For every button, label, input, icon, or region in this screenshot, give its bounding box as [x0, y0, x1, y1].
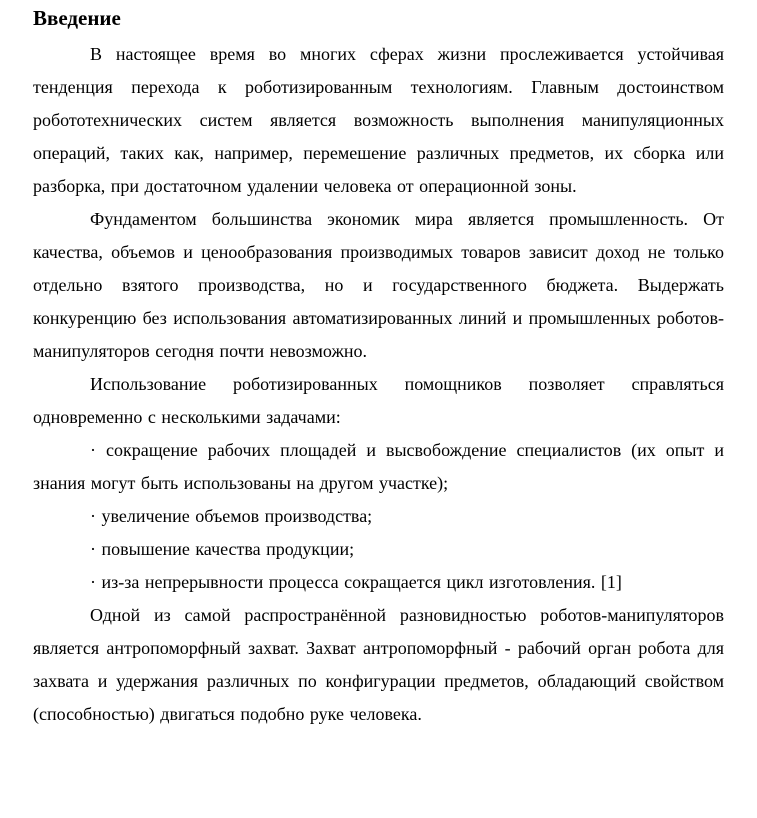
paragraph-intro: В настоящее время во многих сферах жизни прослеживается устойчивая тенденция перехода к роботизированным технологиям. Главным достоинством робототехнических систем является возможность выполнения манипуляционных операций, таких как, например, перемешение различных предметов, их сборка или разборка, при достаточном удалении человека от операционной зоны.	[33, 44, 724, 196]
bullet-item-workspace: · сокращение рабочих площадей и высвобождение специалистов (их опыт и знания могут быть использованы на другом участке);	[33, 440, 724, 493]
bullet-item-production-volume: · увеличение объемов производства;	[90, 506, 373, 526]
bullet-item-cycle: · из-за непрерывности процесса сокращается цикл изготовления. [1]	[90, 572, 622, 592]
paragraph-industry: Фундаментом большинства экономик мира является промышленность. От качества, объемов и ценообразования производимых товаров зависит доход не только отдельно взятого производства, но и государственного бюджета. Выдержать конкуренцию без использования автоматизированных линий и промышленных роботов-манипуляторов сегодня почти невозможно.	[33, 209, 724, 361]
paragraph-anthropomorphic-grip: Одной из самой распространённой разновидностью роботов-манипуляторов является антропоморфный захват. Захват антропоморфный - рабочий орган робота для захвата и удержания различных по конфигурации предметов, обладающий свойством (способностью) двигаться подобно руке человека.	[33, 605, 724, 724]
bullet-item-quality: · повышение качества продукции;	[90, 539, 355, 559]
page-title: Введение	[33, 6, 121, 30]
paragraph-robot-helpers: Использование роботизированных помощников позволяет справляться одновременно с несколькими задачами:	[33, 374, 724, 427]
